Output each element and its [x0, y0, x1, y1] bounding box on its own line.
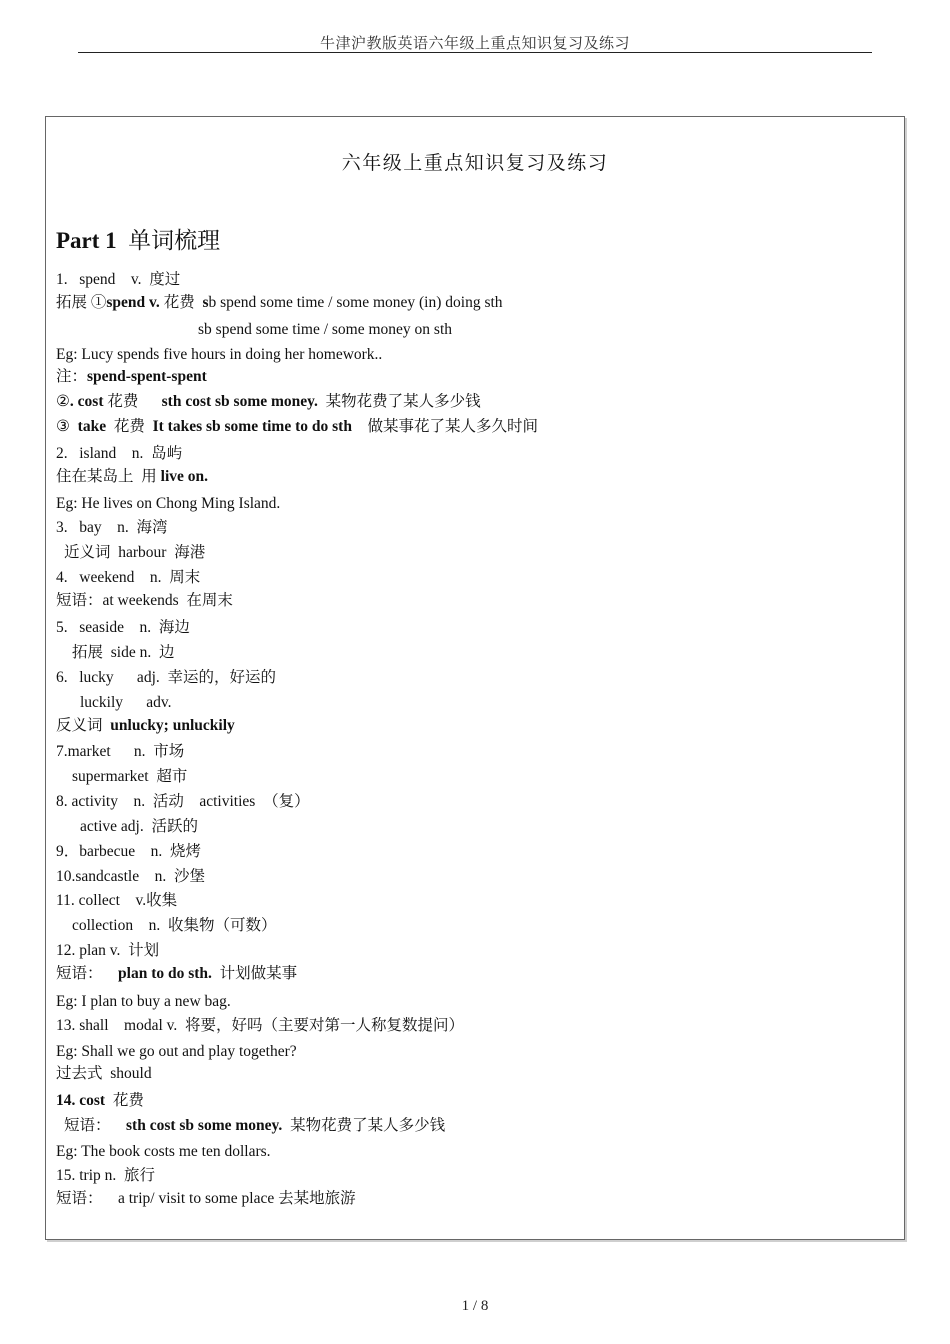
- line-text: 短语：at weekends 在周末: [56, 592, 233, 609]
- line-text: 近义词 harbour 海港: [64, 544, 206, 561]
- line-text: 4. weekend n. 周末: [56, 569, 201, 586]
- list-item: [56, 1189, 356, 1209]
- bold-term: s: [202, 294, 209, 311]
- part-heading: [56, 222, 220, 255]
- line-text: 6. lucky adj. 幸运的，好运的: [56, 669, 276, 686]
- list-item: [56, 568, 200, 588]
- bold-term: 14. cost: [56, 1092, 106, 1109]
- list-item: [56, 518, 168, 538]
- bold-term: It takes sb some time to do sth: [152, 418, 352, 435]
- list-item: [56, 742, 184, 762]
- list-item: [56, 1166, 155, 1186]
- line-text: 3. bay n. 海湾: [56, 519, 168, 536]
- document-title: 六年级上重点知识复习及练习: [341, 153, 609, 174]
- line-text: 13. shall modal v. 将要，好吗（主要对第一人称复数提问）: [56, 1017, 465, 1034]
- line-text: ②: [56, 393, 70, 410]
- running-header: 牛津沪教版英语六年级上重点知识复习及练习: [319, 36, 630, 52]
- line-text: Eg: I plan to buy a new bag.: [56, 993, 231, 1010]
- list-item: [80, 817, 198, 837]
- list-item: [56, 842, 201, 862]
- bold-term: live on.: [160, 468, 209, 485]
- list-item: [56, 392, 481, 412]
- part-name: 单词梳理: [128, 228, 221, 253]
- list-item: [56, 270, 180, 290]
- bold-term: unlucky; unluckily: [110, 717, 235, 734]
- header-rule: [78, 52, 872, 53]
- bold-term: . cost: [69, 393, 104, 410]
- list-item: [56, 1142, 271, 1162]
- line-text: 做某事花了某人多久时间: [351, 418, 538, 435]
- line-text: 计划做某事: [211, 965, 298, 982]
- part-label: Part 1: [56, 228, 117, 253]
- list-item: [56, 618, 190, 638]
- line-text: 花费: [106, 418, 153, 435]
- list-item: [72, 643, 174, 663]
- line-text: Eg: The book costs me ten dollars.: [56, 1143, 271, 1160]
- line-text: 拓展 side n. 边: [72, 644, 175, 661]
- line-text: 花费: [105, 1092, 144, 1109]
- line-text: 1. spend v. 度过: [56, 271, 181, 288]
- list-item: [56, 367, 207, 387]
- list-item: [56, 494, 280, 514]
- list-item: [56, 345, 382, 365]
- line-text: 5. seaside n. 海边: [56, 619, 190, 636]
- list-item: [56, 1016, 464, 1036]
- line-text: 住在某岛上 用: [56, 468, 161, 485]
- list-item: [198, 320, 452, 340]
- bold-term: plan to do sth.: [118, 965, 212, 982]
- page-indicator: 1 / 8: [461, 1298, 489, 1314]
- line-text: 短语：: [56, 965, 119, 982]
- list-item: [56, 964, 297, 984]
- line-text: 短语：: [64, 1117, 127, 1134]
- line-text: active adj. 活跃的: [80, 818, 198, 835]
- line-text: 反义词: [56, 717, 111, 734]
- line-text: 花费: [159, 294, 203, 311]
- list-item: [56, 1091, 144, 1111]
- line-text: Eg: He lives on Chong Ming Island.: [56, 495, 281, 512]
- list-item: [56, 1042, 297, 1062]
- list-item: [56, 293, 503, 313]
- list-item: [56, 992, 231, 1012]
- line-text: 注：: [56, 368, 88, 385]
- line-text: supermarket 超市: [72, 768, 188, 785]
- list-item: [56, 867, 205, 887]
- line-text: collection n. 收集物（可数）: [72, 917, 277, 934]
- line-text: Eg: Lucy spends five hours in doing her homework..: [56, 346, 383, 363]
- list-item: [72, 916, 277, 936]
- bold-term: sth cost sb some money.: [161, 393, 318, 410]
- line-text: 某物花费了某人多少钱: [317, 393, 481, 410]
- line-text: 12. plan v. 计划: [56, 942, 160, 959]
- line-text: 过去式 should: [56, 1065, 152, 1082]
- list-item: [80, 693, 172, 713]
- line-text: 15. trip n. 旅行: [56, 1167, 156, 1184]
- bold-term: spend-spent-spent: [87, 368, 207, 385]
- line-text: Eg: Shall we go out and play together?: [56, 1043, 297, 1060]
- line-text: 花费: [103, 393, 162, 410]
- line-text: sb spend some time / some money on sth: [198, 321, 453, 338]
- line-text: 短语： a trip/ visit to some place 去某地旅游: [56, 1190, 356, 1207]
- list-item: [56, 716, 235, 736]
- bold-term: sth cost sb some money.: [126, 1117, 283, 1134]
- list-item: [56, 792, 310, 812]
- list-item: [56, 417, 538, 437]
- list-item: [72, 767, 187, 787]
- bold-term: spend v.: [106, 294, 160, 311]
- list-item: [56, 941, 159, 961]
- list-item: [64, 543, 205, 563]
- line-text: 8. activity n. 活动 activities （复）: [56, 793, 310, 810]
- line-text: 10.sandcastle n. 沙堡: [56, 868, 205, 885]
- line-text: 9．barbecue n. 烧烤: [56, 843, 202, 860]
- line-text: 11. collect v.收集: [56, 892, 178, 909]
- line-text: luckily adv.: [80, 694, 172, 711]
- bold-term: take: [77, 418, 107, 435]
- list-item: [64, 1116, 445, 1136]
- list-item: [56, 467, 208, 487]
- line-text: 拓展 ①: [56, 294, 107, 311]
- list-item: [56, 668, 276, 688]
- line-text: 2. island n. 岛屿: [56, 445, 183, 462]
- line-text: 某物花费了某人多少钱: [282, 1117, 446, 1134]
- line-text: ③: [56, 418, 78, 435]
- list-item: [56, 444, 182, 464]
- list-item: [56, 1064, 152, 1084]
- list-item: [56, 891, 177, 911]
- line-text: b spend some time / some money (in) doing sth: [208, 294, 503, 311]
- line-text: 7.market n. 市场: [56, 743, 185, 760]
- list-item: [56, 591, 233, 611]
